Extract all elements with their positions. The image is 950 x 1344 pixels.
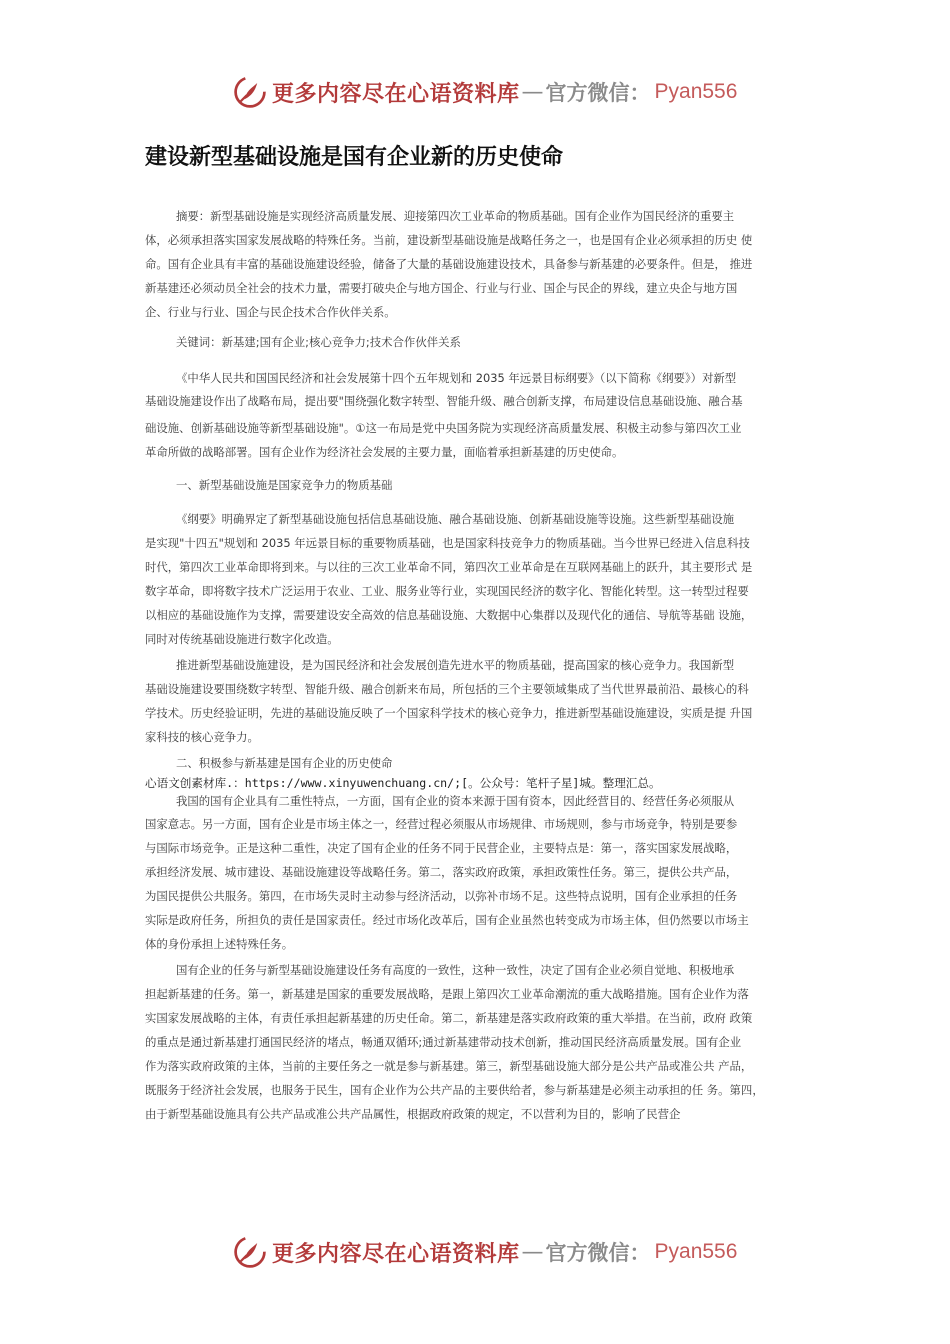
s1-p1-line: 时代，第四次工业革命即将到来。与以往的三次工业革命不同，第四次工业革命是在互联网基础上的跃升，其主要形式 是 (145, 560, 753, 574)
s2-paragraph-2 (145, 982, 764, 1126)
intro-line-2: 基础设施建设作出了战略布局，提出要"围绕强化数字转型、智能升级、融合创新支撑，布局建设信息基础设施、融合基 (145, 394, 743, 408)
section-heading-1: 一、新型基础设施是国家竞争力的物质基础 (176, 478, 393, 492)
s1-p2-line: 学技术。历史经验证明，先进的基础设施反映了一个国家科学技术的核心竞争力，推进新型基础设施建设，实质是提 升国 (145, 706, 753, 720)
s2-p1-line: 为国民提供公共服务。第四，在市场失灵时主动参与经济活动，以弥补市场不足。这些特点说明，国有企业承担的任务 (145, 889, 738, 903)
s1-p1-line-1: 《纲要》明确界定了新型基础设施包括信息基础设施、融合基础设施、创新基础设施等设施。这些新型基础设施 (176, 512, 735, 526)
banner-wechat-id: Pyan556 (654, 1240, 738, 1263)
banner-main-text: 更多内容尽在心语资料库 (272, 1240, 520, 1267)
s2-p2-line: 既服务于经济社会发展，也服务于民生，国有企业作为公共产品的主要供给者，参与新基建是必须主动承担的任 务。第四， (145, 1083, 764, 1097)
s1-paragraph-1 (145, 531, 752, 651)
brand-logo-icon (232, 1234, 268, 1270)
abstract-line: 新基建还必须动员全社会的技术力量，需要打破央企与地方国企、行业与行业、国企与民企的界线，建立央企与地方国 (145, 281, 738, 295)
s1-p1-line: 数字革命，即将数字技术广泛运用于农业、工业、服务业等行业，实现国民经济的数字化、智能化转型。这一转型过程要 (145, 584, 749, 598)
s2-p1-line-1: 我国的国有企业具有二重性特点，一方面，国有企业的资本来源于国有资本，因此经营目的、经营任务必须服从 (176, 794, 735, 808)
header-banner (232, 72, 737, 112)
s1-p2-line-1: 推进新型基础设施建设，是为国民经济和社会发展创造先进水平的物质基础，提高国家的核心竞争力。我国新型 (176, 658, 735, 672)
s1-p1-line: 以相应的基础设施作为支撑，需要建设安全高效的信息基础设施、大数据中心集群以及现代化的通信、导航等基础 设施， (145, 608, 753, 622)
s1-p2-line: 基础设施建设要围绕数字转型、智能升级、融合创新来布局，所包括的三个主要领域集成了当代世界最前沿、最核心的科 (145, 682, 749, 696)
intro-line: 础设施、创新基础设施等新型基础设施"。①这一布局是党中央国务院为实现经济高质量发展、积极主动参与第四次工业 (145, 421, 742, 435)
brand-logo-icon (232, 74, 268, 110)
banner-separator: — (521, 79, 544, 105)
banner-main-text: 更多内容尽在心语资料库 (272, 80, 520, 107)
s1-paragraph-2 (145, 677, 752, 749)
s2-p2-line: 作为落实政府政策的主体，当前的主要任务之一就是参与新基建。第三，新型基础设施大部分是公共产品或准公共 产品， (145, 1059, 753, 1073)
s2-p1-line: 承担经济发展、城市建设、基础设施建设等战略任务。第二，落实政府政策，承担政策性任务。第三，提供公共产品， (145, 865, 738, 879)
s1-p1-line: 是实现"十四五"规划和 2035 年远景目标的重要物质基础，也是国家科技竞争力的物质基础。当今世界已经进入信息科技 (145, 536, 750, 550)
banner-wechat-id: Pyan556 (654, 80, 738, 103)
source-note: 心语文创素材库.：https://www.xinyuwenchuang.cn/;[。公众号：笔杆子星]城。整理汇总。 (145, 776, 661, 790)
banner-label: 官方微信： (545, 1240, 651, 1265)
s2-p1-line: 实际是政府任务，所担负的责任是国家责任。经过市场化改革后，国有企业虽然也转变成为市场主体，但仍然要以市场主 (145, 913, 749, 927)
intro-line-1: 《中华人民共和国国民经济和社会发展第十四个五年规划和 2035 年远景目标纲要》（以下简称《纲要》）对新型 (176, 371, 737, 385)
s2-p1-line: 国家意志。另一方面，国有企业是市场主体之一，经营过程必须服从市场规律、市场规则，参与市场竞争，特别是要参 (145, 817, 738, 831)
s2-paragraph-1 (145, 812, 749, 956)
keywords: 关键词：新基建;国有企业;核心竞争力;技术合作伙伴关系 (176, 335, 461, 349)
intro-line: 革命所做的战略部署。国有企业作为经济社会发展的主要力量，面临着承担新基建的历史使命。 (145, 445, 624, 459)
footer-banner (232, 1232, 737, 1272)
abstract-line-1: 摘要：新型基础设施是实现经济高质量发展、迎接第四次工业革命的物质基础。国有企业作为国民经济的重要主 (176, 209, 735, 223)
s2-p2-line: 担起新基建的任务。第一，新基建是国家的重要发展战略，是跟上第四次工业革命潮流的重大战略措施。国有企业作为落 (145, 987, 749, 1001)
s2-p2-line: 的重点是通过新基建打通国民经济的堵点，畅通双循环;通过新基建带动技术创新，推动国民经济高质量发展。国有企业 (145, 1035, 742, 1049)
abstract-line: 企、行业与行业、国企与民企技术合作伙伴关系。 (145, 305, 396, 319)
abstract-paragraph (145, 228, 752, 324)
banner-label: 官方微信： (545, 80, 651, 105)
s2-p2-line: 由于新型基础设施具有公共产品或准公共产品属性，根据政府政策的规定，不以营利为目的，影响了民营企 (145, 1107, 681, 1121)
s2-p2-line-1: 国有企业的任务与新型基础设施建设任务有高度的一致性，这种一致性，决定了国有企业必须自觉地、积极地承 (176, 963, 735, 977)
abstract-line: 体，必须承担落实国家发展战略的特殊任务。当前，建设新型基础设施是战略任务之一，也是国有企业必须承担的历史 使 (145, 233, 753, 247)
intro-paragraph-cont (145, 416, 741, 464)
s1-p1-line: 同时对传统基础设施进行数字化改造。 (145, 632, 339, 646)
s2-p2-line: 实国家发展战略的主体，有责任承担起新基建的历史任命。第二，新基建是落实政府政策的重大举措。在当前，政府 政策 (145, 1011, 753, 1025)
document-title: 建设新型基础设施是国有企业新的历史使命 (145, 145, 564, 170)
s2-p1-line: 体的身份承担上述特殊任务。 (145, 937, 294, 951)
s2-p1-line: 与国际市场竞争。正是这种二重性，决定了国有企业的任务不同于民营企业，主要特点是：第一，落实国家发展战略， (145, 841, 738, 855)
abstract-line: 命。国有企业具有丰富的基础设施建设经验，储备了大量的基础设施建设技术，具备参与新基建的必要条件。但是， 推进 (145, 257, 753, 271)
banner-separator: — (521, 1239, 544, 1265)
section-heading-2: 二、积极参与新基建是国有企业的历史使命 (176, 756, 393, 770)
s1-p2-line: 家科技的核心竞争力。 (145, 730, 259, 744)
